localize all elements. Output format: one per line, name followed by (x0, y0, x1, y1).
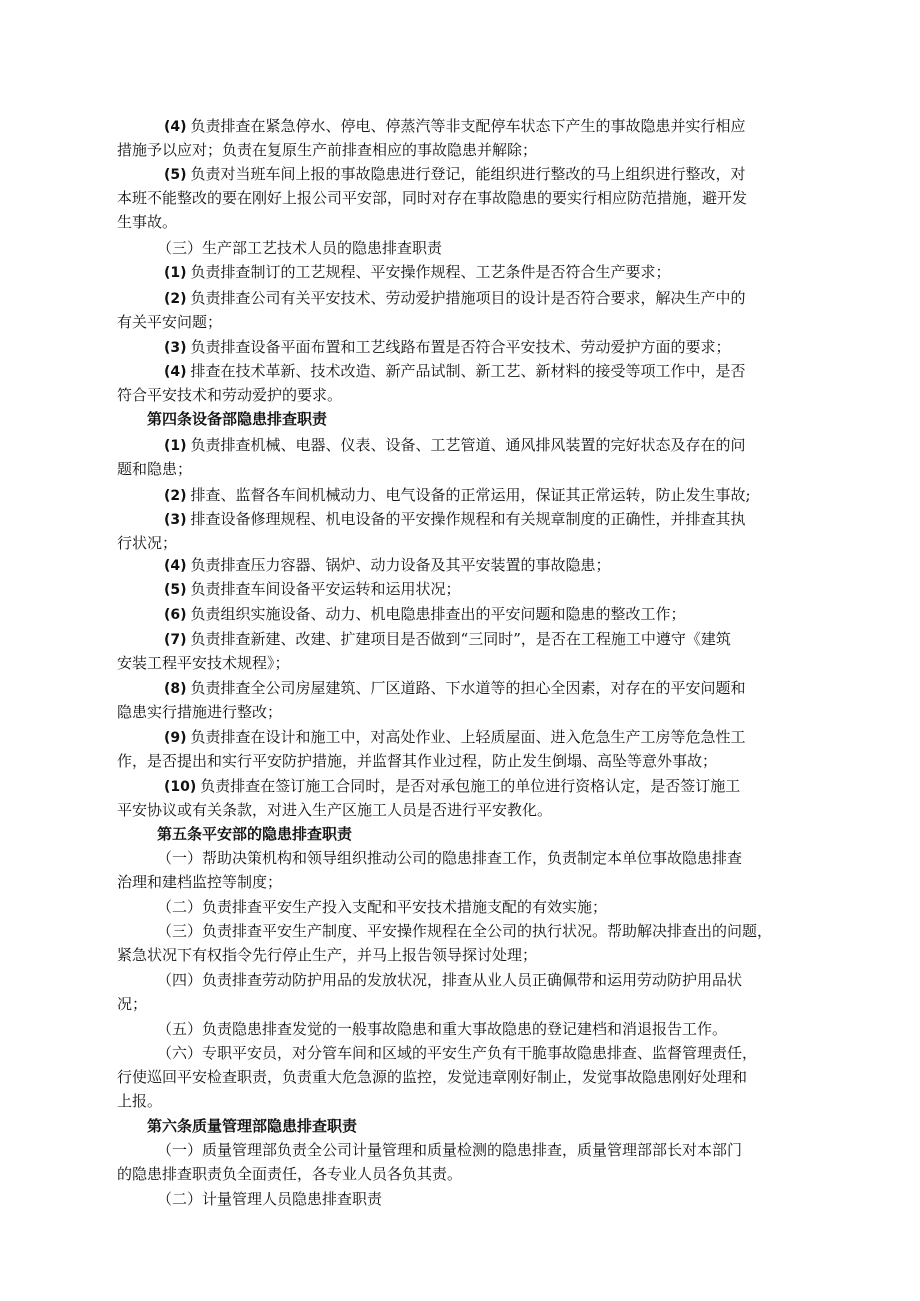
text-line: 作，是否提出和实行平安防护措施，并监督其作业过程，防止发生倒塌、高坠等意外事故； (117, 752, 718, 770)
text-line: （六）专职平安员，对分管车间和区域的平安生产负有干脆事故隐患排查、监督管理责任， (157, 1044, 758, 1062)
text-line: (4) 负责排查压力容器、锅炉、动力设备及其平安装置的事故隐患； (164, 556, 611, 574)
text-line: (4) 负责排查在紧急停水、停电、停蒸汽等非支配停车状态下产生的事故隐患并实行相应 (164, 117, 746, 135)
text-line: （四）负责排查劳动防护用品的发放状况，排查从业人员正确佩带和运用劳动防护用品状 (157, 971, 743, 989)
text-line: (7) 负责排查新建、改建、扩建项目是否做到“三同时”，是否在工程施工中遵守《建筑 (164, 630, 731, 648)
text-line: （五）负责隐患排查发觉的一般事故隐患和重大事故隐患的登记建档和消退报告工作。 (157, 1020, 728, 1038)
text-line: (9) 负责排查在设计和施工中，对高处作业、上轻质屋面、进入危急生产工房等危急性工 (164, 728, 746, 746)
text-line: (1) 负责排查机械、电器、仪表、设备、工艺管道、通风排风装置的完好状态及存在的问 (164, 436, 746, 454)
text-line: (2) 排查、监督各车间机械动力、电气设备的正常运用，保证其正常运转，防止发生事故; (164, 486, 751, 504)
text-line: 治理和建档监控等制度； (117, 873, 283, 891)
text-line: (5) 负责对当班车间上报的事故隐患进行登记，能组织进行整改的马上组织进行整改，对 (164, 165, 746, 183)
article-heading: 第六条质量管理部隐患排查职责 (147, 1117, 358, 1135)
text-line: (4) 排查在技术革新、技术改造、新产品试制、新工艺、新材料的接受等项工作中，是否 (164, 362, 746, 380)
text-line: (2) 负责排查公司有关平安技术、劳动爱护措施项目的设计是否符合要求，解决生产中的 (164, 289, 746, 307)
text-line: 题和隐患； (117, 460, 193, 478)
text-line: （三）负责排查平安生产制度、平安操作规程在全公司的执行状况。帮助解决排查出的问题， (157, 922, 773, 940)
text-line: 有关平安问题； (117, 313, 223, 331)
article-heading: 第五条平安部的隐患排查职责 (157, 825, 353, 843)
text-line: 上报。 (117, 1092, 163, 1110)
text-line: (10) 负责排查在签订施工合同时，是否对承包施工的单位进行资格认定，是否签订施工 (164, 777, 741, 795)
text-line: （一）帮助决策机构和领导组织推动公司的隐患排查工作，负责制定本单位事故隐患排查 (157, 849, 743, 867)
text-line: (6) 负责组织实施设备、动力、机电隐患排查出的平安问题和隐患的整改工作； (164, 605, 686, 623)
text-line: 况； (117, 995, 148, 1013)
text-line: (1) 负责排查制订的工艺规程、平安操作规程、工艺条件是否符合生产要求； (164, 263, 671, 281)
article-heading: 第四条设备部隐患排查职责 (147, 410, 328, 428)
text-line: 的隐患排查职责负全面责任，各专业人员各负其责。 (117, 1165, 463, 1183)
subsection-heading: （三）生产部工艺技术人员的隐患排查职责 (157, 239, 443, 257)
text-line: （一）质量管理部负责全公司计量管理和质量检测的隐患排查，质量管理部部长对本部门 (157, 1141, 743, 1159)
text-line: 平安协议或有关条款，对进入生产区施工人员是否进行平安教化。 (117, 801, 553, 819)
text-line: 紧急状况下有权指令先行停止生产，并马上报告领导探讨处理； (117, 946, 538, 964)
text-line: 符合平安技术和劳动爱护的要求。 (117, 386, 343, 404)
text-line: (3) 负责排查设备平面布置和工艺线路布置是否符合平安技术、劳动爱护方面的要求； (164, 338, 731, 356)
text-line: 生事故。 (117, 213, 178, 231)
text-line: 本班不能整改的要在刚好上报公司平安部，同时对存在事故隐患的要实行相应防范措施，避开发 (117, 189, 748, 207)
text-line: 行状况； (117, 534, 178, 552)
text-line: (3) 排查设备修理规程、机电设备的平安操作规程和有关规章制度的正确性，并排查其执 (164, 510, 746, 528)
text-line: (8) 负责排查全公司房屋建筑、厂区道路、下水道等的担心全因素，对存在的平安问题和 (164, 679, 746, 697)
text-line: 安装工程平安技术规程》； (117, 654, 290, 672)
text-line: （二）负责排查平安生产投入支配和平安技术措施支配的有效实施； (157, 898, 608, 916)
text-line: 措施予以应对；负责在复原生产前排查相应的事故隐患并解除； (117, 141, 538, 159)
text-line: 行使巡回平安检查职责，负责重大危急源的监控，发觉违章刚好制止，发觉事故隐患刚好处理和 (117, 1068, 748, 1086)
subsection-heading: （二）计量管理人员隐患排查职责 (157, 1190, 383, 1208)
text-line: 隐患实行措施进行整改； (117, 703, 283, 721)
text-line: (5) 负责排查车间设备平安运转和运用状况； (164, 580, 461, 598)
